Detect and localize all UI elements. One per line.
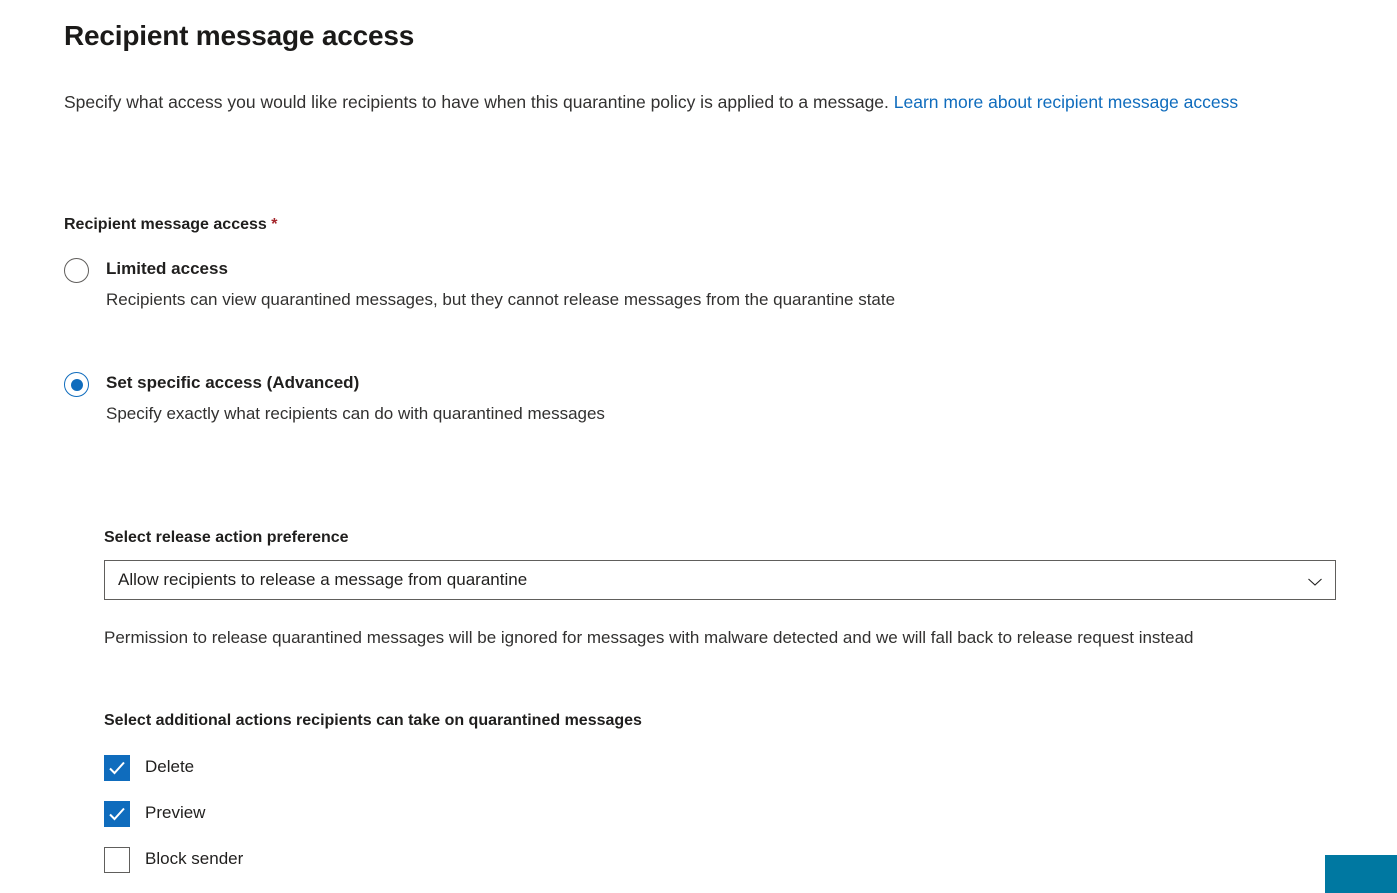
recipient-message-access-label [64, 216, 277, 234]
chevron-down-icon [1307, 574, 1323, 590]
checkbox-preview-label[interactable]: Preview [145, 803, 206, 822]
required-asterisk: * [271, 216, 278, 233]
additional-actions-label: Select additional actions recipients can take on quarantined messages [104, 712, 642, 729]
radio-specific-access-description: Specify exactly what recipients can do with quarantined messages [106, 404, 605, 423]
checkbox-delete[interactable] [104, 755, 130, 781]
page-title: Recipient message access [64, 20, 415, 51]
intro-paragraph [64, 88, 1336, 117]
checkbox-block-sender-label[interactable]: Block sender [145, 849, 244, 868]
release-preference-label: Select release action preference [104, 529, 349, 546]
access-label-text: Recipient message access [64, 216, 267, 233]
learn-more-link[interactable]: Learn more about recipient message access [893, 92, 1239, 112]
radio-limited-access-title[interactable]: Limited access [106, 259, 228, 278]
radio-specific-access-title[interactable]: Set specific access (Advanced) [106, 373, 360, 392]
checkbox-preview[interactable] [104, 801, 130, 827]
release-action-preference-value: Allow recipients to release a message from quarantine [118, 570, 528, 589]
bottom-right-action-button[interactable] [1325, 855, 1397, 893]
radio-specific-access-indicator[interactable] [64, 372, 89, 397]
release-permission-note: Permission to release quarantined messages will be ignored for messages with malware detected and we will fall back to release request instead [104, 628, 1194, 647]
release-action-preference-select[interactable] [104, 560, 1336, 600]
intro-text: Specify what access you would like recipients to have when this quarantine policy is applied to a message. [64, 92, 894, 112]
radio-limited-access-indicator[interactable] [64, 258, 89, 283]
checkbox-block-sender[interactable] [104, 847, 130, 873]
checkbox-delete-label[interactable]: Delete [145, 757, 195, 776]
radio-limited-access-description: Recipients can view quarantined messages, but they cannot release messages from the quarantine state [106, 290, 896, 309]
